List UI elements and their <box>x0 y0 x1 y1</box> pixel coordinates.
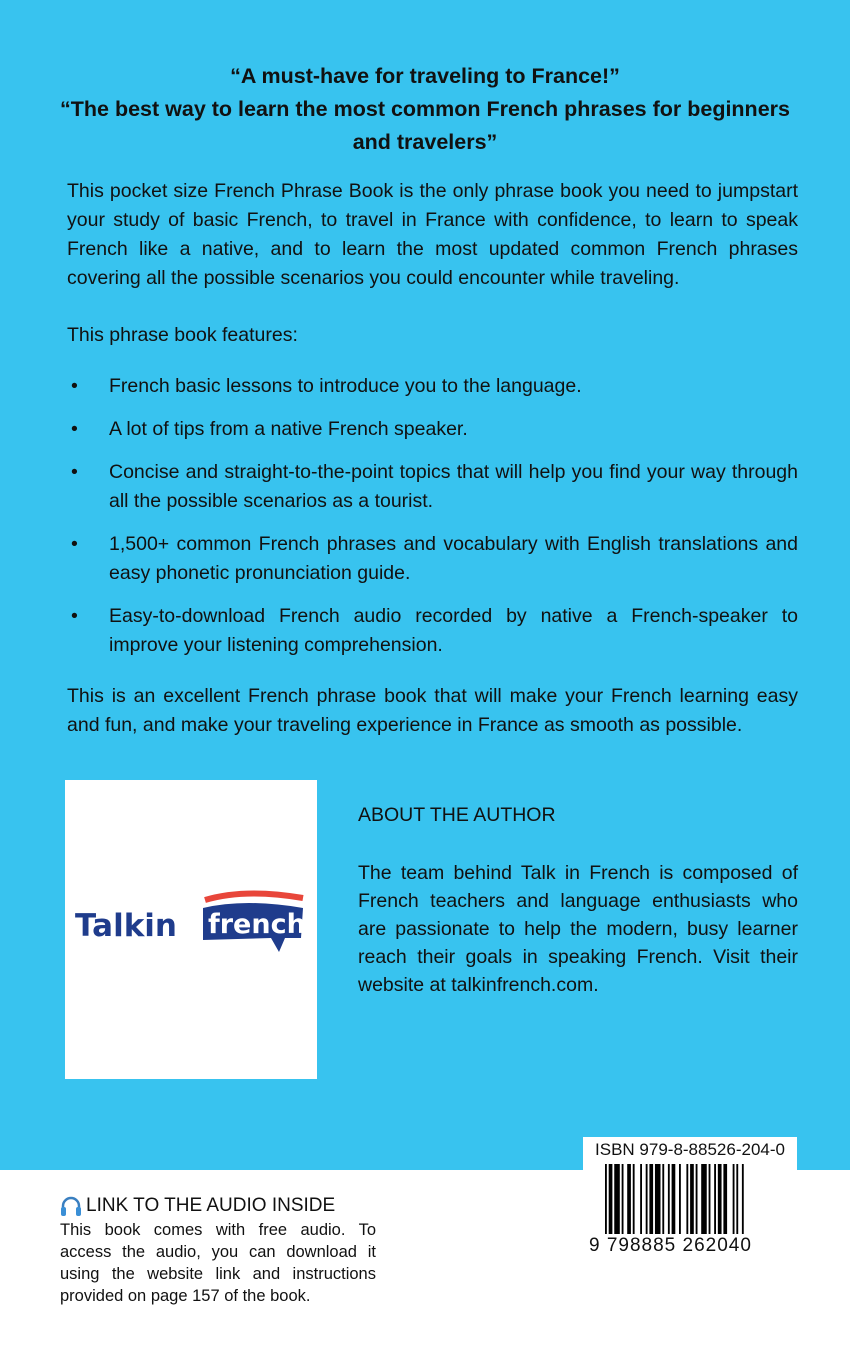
about-heading: ABOUT THE AUTHOR <box>358 804 556 826</box>
barcode-bar <box>649 1164 653 1234</box>
barcode-bar <box>614 1164 620 1234</box>
author-row <box>67 780 798 1079</box>
barcode-bar <box>627 1164 631 1234</box>
audio-section <box>60 1195 376 1307</box>
feature-item: • Easy-to-download French audio recorded by native a French-speaker to improve your listening comprehension. <box>67 602 798 660</box>
barcode-bar <box>714 1164 716 1234</box>
barcode-bar <box>686 1164 688 1234</box>
talkinfrench-logo <box>65 780 317 1079</box>
about-body: The team behind Talk in French is composed of French teachers and language enthusiasts who are passionate to help the modern, busy learner reach their goals in speaking French. Visit their website at talkinfrench.com. <box>358 862 798 996</box>
barcode-bar <box>640 1164 642 1234</box>
feature-item: • A lot of tips from a native French speaker. <box>67 415 798 444</box>
svg-text:french: french <box>208 909 306 940</box>
logo-box <box>65 780 317 1079</box>
quote-2: “The best way to learn the most common French phrases for beginners and travelers” <box>60 97 790 154</box>
barcode-bar <box>701 1164 707 1234</box>
intro-paragraph: This pocket size French Phrase Book is the only phrase book you need to jumpstart your study of basic French, to travel in France with confidence, to learn to speak French like a native, and to learn the most updated common French phrases covering all the possible scenarios you could encounter while traveling. <box>67 180 798 289</box>
barcode-bar <box>723 1164 727 1234</box>
barcode-bar <box>672 1164 676 1234</box>
feature-item: • 1,500+ common French phrases and vocabulary with English translations and easy phonetic pronunciation guide. <box>67 530 798 588</box>
barcode-bar <box>696 1164 698 1234</box>
quote-1: “A must-have for traveling to France!” <box>230 64 620 88</box>
headphones-icon <box>60 1195 82 1217</box>
quotes <box>40 60 810 159</box>
barcode-bar <box>646 1164 648 1234</box>
closing-paragraph: This is an excellent French phrase book that will make your French learning easy and fun, and make your traveling experience in France as smooth as possible. <box>67 685 798 736</box>
barcode-bar <box>633 1164 635 1234</box>
features-list <box>67 372 798 674</box>
about-author <box>358 780 798 999</box>
barcode-digits: 9 798885 262040 <box>589 1235 752 1256</box>
audio-heading: LINK TO THE AUDIO INSIDE <box>60 1195 376 1217</box>
barcode-bar <box>733 1164 735 1234</box>
barcode-bar <box>679 1164 681 1234</box>
barcode-bar <box>690 1164 694 1234</box>
barcode-bar <box>742 1164 744 1234</box>
barcode-bar <box>655 1164 661 1234</box>
features-heading: This phrase book features: <box>67 324 298 346</box>
svg-text:Talkin: Talkin <box>75 908 178 944</box>
barcode-bar <box>736 1164 738 1234</box>
barcode <box>605 1164 790 1234</box>
feature-item: • French basic lessons to introduce you to the language. <box>67 372 798 401</box>
barcode-bar <box>668 1164 670 1234</box>
isbn-barcode <box>583 1137 797 1261</box>
barcode-bar <box>662 1164 664 1234</box>
feature-item: • Concise and straight-to-the-point topics that will help you find your way through all the possible scenarios as a tourist. <box>67 458 798 516</box>
barcode-bar <box>605 1164 607 1234</box>
barcode-bar <box>622 1164 624 1234</box>
barcode-bar <box>709 1164 711 1234</box>
barcode-bar <box>609 1164 613 1234</box>
audio-body: This book comes with free audio. To access the audio, you can download it using the website link and instructions provided on page 157 of the book. <box>60 1221 376 1305</box>
barcode-bar <box>718 1164 722 1234</box>
isbn-label: ISBN 979-8-88526-204-0 <box>595 1140 785 1159</box>
bottom-section <box>0 1140 850 1347</box>
